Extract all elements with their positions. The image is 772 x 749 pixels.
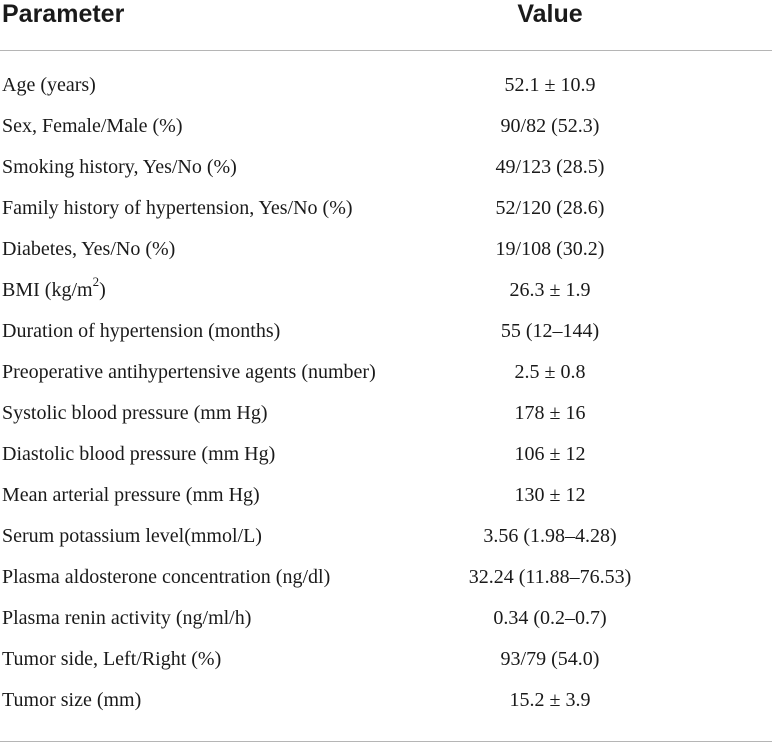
parameter-cell: Preoperative antihypertensive agents (number): [2, 361, 376, 383]
value-cell: 55 (12–144): [500, 320, 600, 342]
parameter-text: BMI (kg/m: [2, 279, 93, 301]
table-row: [0, 516, 772, 557]
parameter-cell: Tumor size (mm): [2, 689, 142, 711]
value-cell: 15.2 ± 3.9: [509, 689, 591, 711]
bottom-rule: [0, 741, 772, 742]
parameter-cell: Family history of hypertension, Yes/No (%): [2, 197, 353, 219]
parameter-cell: Mean arterial pressure (mm Hg): [2, 484, 260, 506]
value-cell: 19/108 (30.2): [495, 238, 605, 260]
parameter-cell: Plasma renin activity (ng/ml/h): [2, 607, 252, 629]
table-body: [0, 65, 772, 721]
value-cell: 130 ± 12: [514, 484, 586, 506]
table-row: [0, 557, 772, 598]
parameter-cell: Plasma aldosterone concentration (ng/dl): [2, 566, 331, 588]
value-cell: 49/123 (28.5): [495, 156, 605, 178]
parameter-text: ): [99, 279, 106, 301]
value-column-header: Value: [517, 0, 583, 28]
value-cell: 26.3 ± 1.9: [509, 279, 591, 301]
value-cell: 2.5 ± 0.8: [514, 361, 586, 383]
table-row: [0, 680, 772, 721]
parameter-cell: Diabetes, Yes/No (%): [2, 238, 176, 260]
table-row: [0, 352, 772, 393]
value-cell: 90/82 (52.3): [500, 115, 600, 137]
parameter-cell: Smoking history, Yes/No (%): [2, 156, 237, 178]
table-row: [0, 311, 772, 352]
value-cell: 32.24 (11.88–76.53): [468, 566, 632, 588]
parameter-cell: Duration of hypertension (months): [2, 320, 281, 342]
value-cell: 0.34 (0.2–0.7): [493, 607, 607, 629]
table-row: [0, 188, 772, 229]
table-row: [0, 393, 772, 434]
value-cell: 52.1 ± 10.9: [504, 74, 596, 96]
superscript: 2: [92, 274, 100, 290]
table-row: [0, 475, 772, 516]
table-header: [0, 0, 772, 51]
parameter-cell: Age (years): [2, 74, 96, 96]
value-cell: 3.56 (1.98–4.28): [483, 525, 617, 547]
parameter-cell: [2, 270, 106, 311]
table-row: [0, 147, 772, 188]
parameter-column-header: Parameter: [2, 0, 125, 28]
table-row: [0, 270, 772, 311]
value-cell: 93/79 (54.0): [500, 648, 600, 670]
parameter-cell: Systolic blood pressure (mm Hg): [2, 402, 268, 424]
table-row: [0, 639, 772, 680]
parameter-cell: Diastolic blood pressure (mm Hg): [2, 443, 276, 465]
table-row: [0, 434, 772, 475]
parameter-cell: Serum potassium level(mmol/L): [2, 525, 262, 547]
table-row: [0, 106, 772, 147]
value-cell: 178 ± 16: [514, 402, 586, 424]
table-row: [0, 598, 772, 639]
table-row: [0, 229, 772, 270]
parameter-cell: Sex, Female/Male (%): [2, 115, 183, 137]
value-cell: 106 ± 12: [514, 443, 586, 465]
parameter-cell: Tumor side, Left/Right (%): [2, 648, 222, 670]
value-cell: 52/120 (28.6): [495, 197, 605, 219]
table-row: [0, 65, 772, 106]
